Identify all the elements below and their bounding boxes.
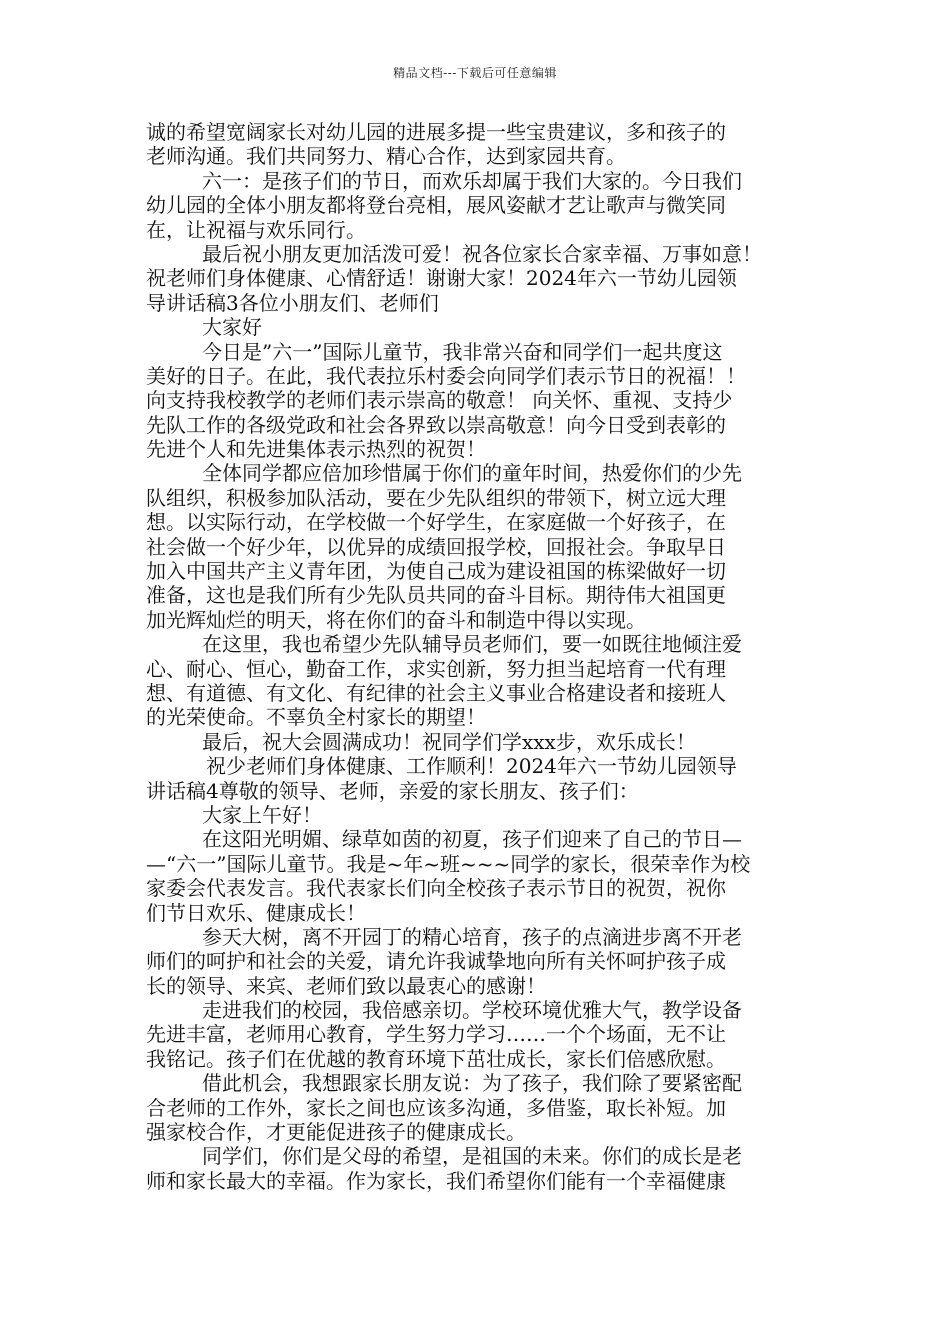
text-line: 们节日欢乐、健康成长！	[146, 900, 366, 925]
text-line: 师们的呵护和社会的关爱，请允许我诚挚地向所有关怀呵护孩子成	[146, 949, 726, 974]
text-line: 同学们，你们是父母的希望，是祖国的未来。你们的成长是老	[202, 1144, 742, 1169]
text-line: 想、有道德、有文化、有纪律的社会主义事业合格建设者和接班人	[146, 680, 726, 705]
text-line: 幼儿园的全体小朋友都将登台亮相，展风姿献才艺让歌声与微笑同	[146, 193, 726, 218]
text-line: 老师沟通。我们共同努力、精心合作，达到家园共育。	[146, 144, 626, 169]
text-line: 借此机会，我想跟家长朋友说：为了孩子，我们除了要紧密配	[202, 1071, 742, 1096]
text-line: 家委会代表发言。我代表家长们向全校孩子表示节日的祝贺，祝你	[146, 876, 726, 901]
text-line: 六一：是孩子们的节日，而欢乐却属于我们大家的。今日我们	[202, 168, 742, 193]
text-line: 先进个人和先进集体表示热烈的祝贺！	[146, 437, 486, 462]
text-line: 合老师的工作外，家长之间也应该多沟通，多借鉴，取长补短。加	[146, 1095, 726, 1120]
text-line: 今日是”六一”国际儿童节，我非常兴奋和同学们一起共度这	[202, 339, 723, 364]
text-line: 准备，这也是我们所有少先队员共同的奋斗目标。期待伟大祖国更	[146, 583, 726, 608]
text-line: 社会做一个好少年，以优异的成绩回报学校，回报社会。争取早日	[146, 534, 726, 559]
text-line: 在，让祝福与欢乐同行。	[146, 217, 366, 242]
text-line: 最后祝小朋友更加活泼可爱！祝各位家长合家幸福、万事如意！	[202, 241, 762, 266]
text-line: 心、耐心、恒心，勤奋工作，求实创新，努力担当起培育一代有理	[146, 656, 726, 681]
text-line: 祝少老师们身体健康、工作顺利！2024年六一节幼儿园领导	[206, 754, 737, 779]
text-line: 队组织，积极参加队活动，要在少先队组织的带领下，树立远大理	[146, 485, 726, 510]
text-line: 祝老师们身体健康、心情舒适！谢谢大家！2024年六一节幼儿园领	[146, 266, 737, 291]
text-line: —“六一”国际儿童节。我是~年~班~~~同学的家长，很荣幸作为校	[146, 851, 751, 876]
document-body	[146, 120, 810, 1193]
text-line: 导讲话稿3各位小朋友们、老师们	[146, 290, 439, 315]
page-header: 精品文档---下载后可任意编辑	[393, 66, 557, 80]
text-line: 在这阳光明媚、绿草如茵的初夏，孩子们迎来了自己的节日—	[202, 827, 742, 852]
text-line: 的光荣使命。不辜负全村家长的期望！	[146, 705, 486, 730]
text-line: 想。以实际行动，在学校做一个好学生，在家庭做一个好孩子，在	[146, 510, 726, 535]
text-line: 讲话稿4尊敬的领导、老师，亲爱的家长朋友、孩子们：	[146, 778, 639, 803]
text-line: 全体同学都应倍加珍惜属于你们的童年时间，热爱你们的少先	[202, 461, 742, 486]
text-line: 强家校合作，才更能促进孩子的健康成长。	[146, 1120, 526, 1145]
text-line: 先进丰富，老师用心教育，学生努力学习……一个个场面，无不让	[146, 1022, 726, 1047]
text-line: 参天大树，离不开园丁的精心培育，孩子的点滴进步离不开老	[202, 924, 742, 949]
text-line: 最后，祝大会圆满成功！祝同学们学xxx步，欢乐成长！	[202, 729, 696, 754]
text-line: 师和家长最大的幸福。作为家长，我们希望你们能有一个幸福健康	[146, 1168, 726, 1193]
text-line: 在这里，我也希望少先队辅导员老师们，要一如既往地倾注爱	[202, 632, 742, 657]
text-line: 加入中国共产主义青年团，为使自己成为建设祖国的栋梁做好一切	[146, 559, 726, 584]
text-line: 诚的希望宽阔家长对幼儿园的进展多提一些宝贵建议，多和孩子的	[146, 120, 726, 144]
text-line: 大家上午好！	[202, 802, 322, 827]
text-line: 加光辉灿烂的明天，将在你们的奋斗和制造中得以实现。	[146, 607, 646, 632]
text-line: 长的领导、来宾、老师们致以最衷心的感谢！	[146, 973, 546, 998]
text-line: 先队工作的各级党政和社会各界致以崇高敬意！向今日受到表彰的	[146, 412, 726, 437]
text-line: 我铭记。孩子们在优越的教育环境下茁壮成长，家长们倍感欣慰。	[146, 1046, 726, 1071]
text-line: 走进我们的校园，我倍感亲切。学校环境优雅大气，教学设备	[202, 998, 742, 1023]
text-line: 美好的日子。在此，我代表拉乐村委会向同学们表示节日的祝福！！	[146, 363, 746, 388]
text-line: 向支持我校教学的老师们表示崇高的敬意！ 向关怀、重视、支持少	[146, 388, 733, 413]
text-line: 大家好	[202, 315, 262, 340]
